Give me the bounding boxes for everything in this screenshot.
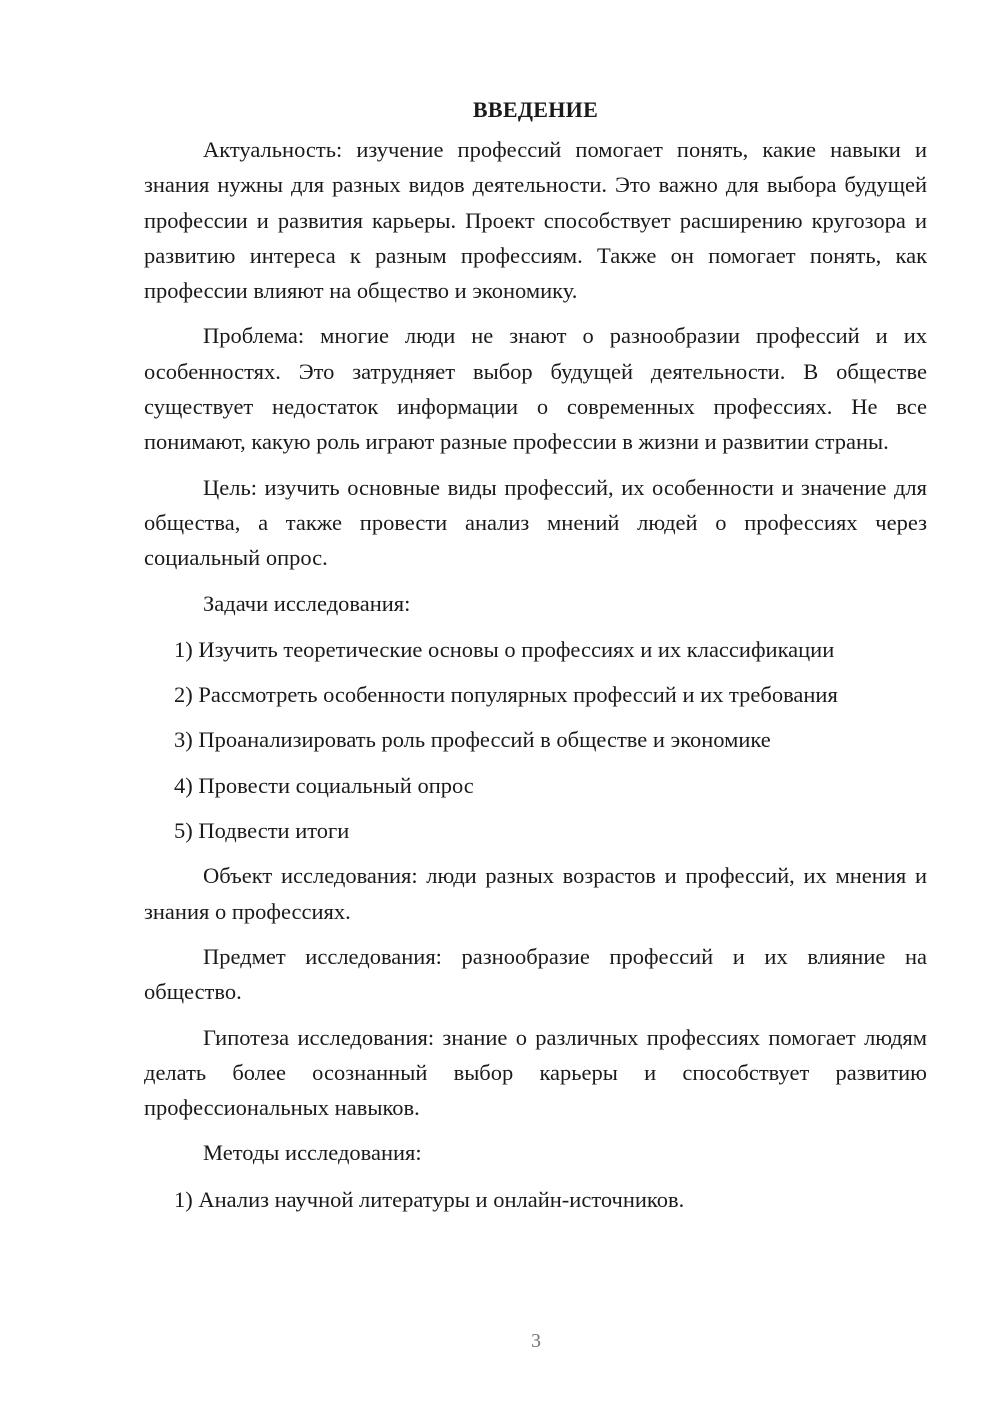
- method-item: 1) Анализ научной литературы и онлайн-источников.: [174, 1186, 685, 1212]
- methods-heading: Методы исследования:: [203, 1140, 422, 1166]
- task-item: 4) Провести социальный опрос: [174, 772, 474, 798]
- object-paragraph: Объект исследования: люди разных возрастов и профессий, их мнения и знания о профессиях.: [144, 863, 927, 924]
- goal-paragraph: Цель: изучить основные виды профессий, их особенности и значение для общества, а также провести анализ мнений людей о профессиях через социальный опрос.: [144, 474, 927, 571]
- task-item: 2) Рассмотреть особенности популярных профессий и их требования: [174, 682, 838, 708]
- relevance-paragraph: Актуальность: изучение профессий помогает понять, какие навыки и знания нужны для разных видов деятельности. Это важно для выбора будущей профессии и развития карьеры. Проект способствует расширению кругозора и развитию интереса к разным профессиям. Также он помогает понять, как профессии влияют на общество и экономику.: [144, 137, 927, 304]
- task-item: 3) Проанализировать роль профессий в обществе и экономике: [174, 727, 771, 753]
- methods-list: [144, 1182, 927, 1217]
- problem-paragraph: Проблема: многие люди не знают о разнообразии профессий и их особенностях. Это затрудняет выбор будущей деятельности. В обществе существует недостаток информации о современных профессиях. Не все понимают, какую роль играют разные профессии в жизни и развитии страны.: [144, 323, 927, 455]
- tasks-heading: Задачи исследования:: [203, 590, 411, 616]
- task-item: 5) Подвести итоги: [174, 818, 350, 844]
- page-title: ВВЕДЕНИЕ: [472, 97, 599, 122]
- task-item: 1) Изучить теоретические основы о профессиях и их классификации: [174, 636, 835, 662]
- subject-paragraph: Предмет исследования: разнообразие профессий и их влияние на общество.: [144, 943, 927, 1005]
- document-page: [144, 92, 927, 1227]
- page-number: 3: [531, 1330, 541, 1352]
- tasks-list: [144, 632, 927, 848]
- hypothesis-paragraph: Гипотеза исследования: знание о различных профессиях помогает людям делать более осознанный выбор карьеры и способствует развитию профессиональных навыков.: [144, 1024, 927, 1121]
